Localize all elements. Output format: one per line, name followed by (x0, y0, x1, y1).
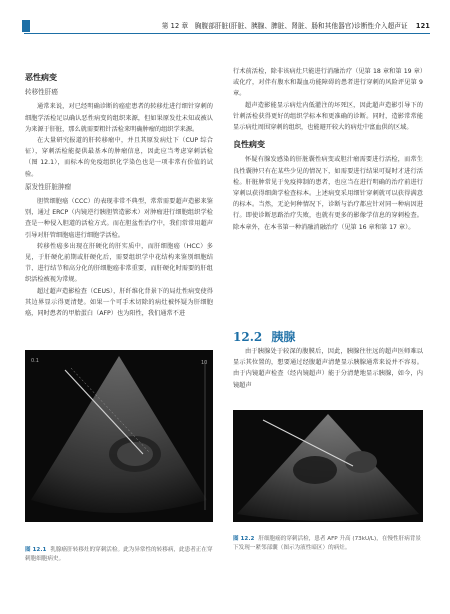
subsection-primary-tumor: 原发性肝脏肿瘤 (25, 182, 72, 191)
page-number: 121 (415, 22, 430, 30)
ultrasound-scan (233, 410, 423, 522)
right-column (233, 66, 423, 233)
left-column (25, 66, 213, 319)
ultrasound-scan (25, 350, 213, 522)
figure-label: 图 12.1 (25, 547, 47, 553)
section-heading-pancreas (233, 326, 423, 344)
header-rule (24, 33, 430, 34)
paragraph: 超声造影能显示病灶内低灌注的坏死区，因此超声造影引导下的针刺活检获得更好的组织学标本和更准确的诊断。同时，造影常常能显示病灶周围穿刺的组织，也能避开较大的病灶中富血供的区域。 (233, 101, 423, 132)
paragraph: 胆管细胞癌（CCC）的表现非常不典型，常常需要超声造影来鉴别，通过 ERCP（内镜逆行胰胆管造影术）对肿瘤进行细胞组织学检查是一种侵入胆道的活检方式。而在胆盆性治疗中，我们常常用超声引导对肝管细胞癌进行细胞学活检。 (25, 198, 213, 239)
paragraph: 怀疑有腺发感染的肝脏囊性病变或胆汁瘤需要进行活检，而常生良性囊肿只有在某些少见的情况下，如需要进行结果可疑时才进行活检。肝脏肿常见于免疫抑制的患者，也应当在进行明确的治疗前进行穿刺以获得细菌学检查标本。上述病变采用细针穿刺就可以获得满意的标本。当然，无论何种情况下，诊断与治疗都应针对同一种病因进行。即使诊断思路治疗失败，也就有更多的影像学信息的穿刺检查。除本章外，在本书第一种消融消融治疗（见第 16 章和第 17 章）。 (233, 156, 423, 231)
section-number: 12.2 (233, 330, 263, 344)
running-header (24, 20, 430, 32)
caption-text: 肝细胞癌的穿刺活检，患者 AFP 升高 (73kU/L)，在慢性肝病背景下发现一紧邻部囊（图示为液性暗区）的病灶。 (233, 536, 421, 551)
caption-text: 乳腺癌肝转移灶的穿刺活检。此为异常性的转移病，此患者正在穿刺胞细胞病史。 (25, 547, 213, 562)
scale-mark-top: 10 (201, 360, 208, 366)
header-text: 第 12 章 胸腹部肝脏(肝脏、胰腺、脾脏、肾脏、肠和其他器官)诊断性介入超声证 (161, 22, 408, 30)
paragraph: 转移性癌多出现在肝硬化的肝实质中，而肝细胞癌（HCC）多见，于肝硬化前期或肝硬化后，需要组织学中花结构来鉴别细胞结节、进行结节和高分化的肝细胞癌非常重要，而肝硬化时需要的肝组织活检被视为常规。 (25, 242, 213, 284)
paragraph: 行术前活检，除非该病灶只能进行消融治疗（见第 18 章和第 19 章）或化疗，对伴有腹水和凝血功能障碍的患者进行穿刺的风险评见第 9 章。 (233, 68, 423, 98)
paragraph: 通常来说，对已经明确诊断的癌症患者的转移灶进行细针穿刺的细胞学活检足以确认恶性病变的组织来源，但如果原发灶未知或被认为来源于肝脏，那么就需要粗针活检来明确肿瘤的组织学来源。 (25, 103, 213, 133)
figure-label: 图 12.2 (233, 536, 255, 542)
ultrasound-image-fig2 (233, 410, 423, 522)
paragraph: 超过超声造影检查（CEUS），肝纤维化背景下的局灶性病变使得其边界显示得更清楚。如果一个可手术切除的病灶被怀疑为肝细胞癌，同时患者的甲胎蛋白（AFP）也为阳性，我们通常不进 (25, 287, 213, 318)
figure-caption-1 (25, 546, 213, 564)
figure-caption-2 (233, 535, 423, 553)
subsection-metastasis: 转移性肝癌 (25, 88, 58, 97)
paragraph: 在大量研究报道的肝转移瘤中，并且其原发病灶下（CUP 综合征），穿刺活检能提供最基本的肿瘤信息，因此应当考虑穿刺活检（图 12.1），而标本的免疫组织化学染色也是一项非常有价值的试验。 (25, 137, 213, 178)
section-title-malignant: 恶性病变 (25, 73, 57, 82)
paragraph: 由于胰腺处于较深的腹膜后，因此，胰腺往往远的超声医师难以显示其位置的，想要通过经腹超声清楚显示胰腺通常来说并不容易。由于内镜超声检查（经内镜超声）能于分清楚地显示胰腺，如今，内镜超声 (233, 348, 423, 389)
pancreas-intro (233, 346, 423, 391)
scale-mark: 0.1 (31, 358, 39, 364)
section-title: 胰腺 (271, 330, 296, 344)
section-title-benign: 良性病变 (233, 140, 265, 150)
ultrasound-image-fig1 (25, 350, 213, 522)
